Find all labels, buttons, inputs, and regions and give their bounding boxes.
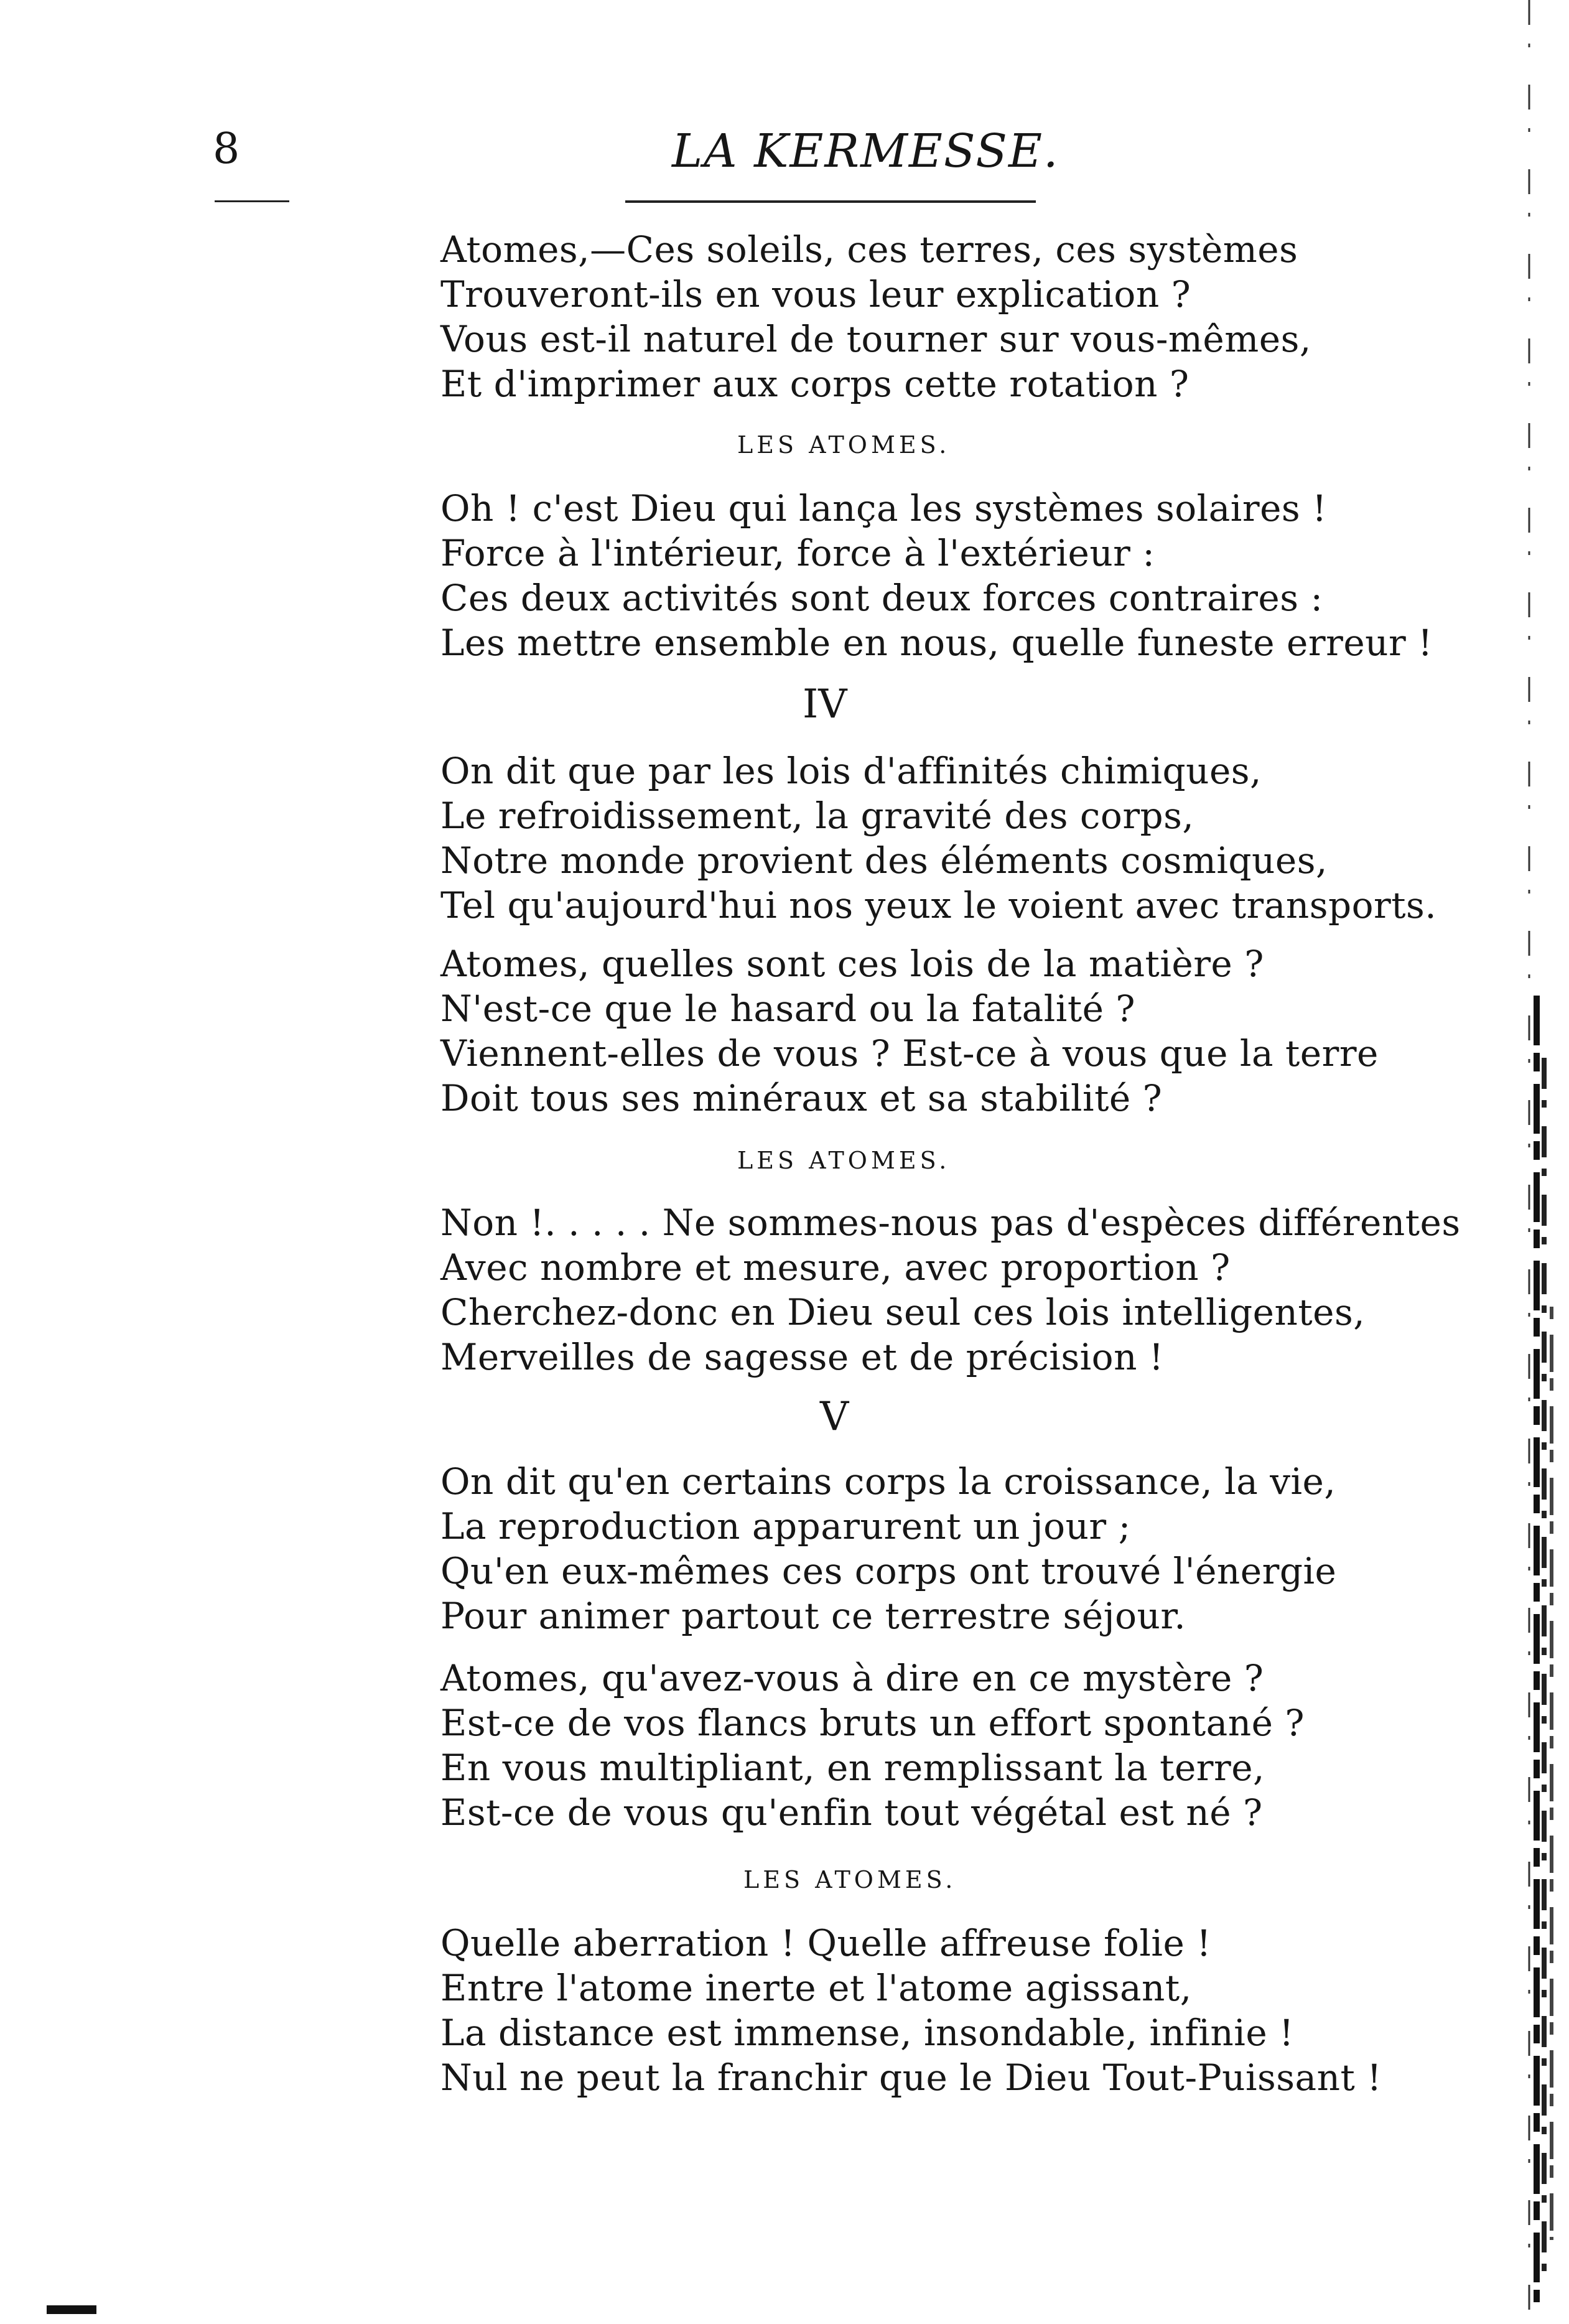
verse-line: Pour animer partout ce terrestre séjour. [440, 1595, 1186, 1637]
section-numeral-iv: IV [803, 681, 847, 727]
bottom-edge-mark [47, 2305, 96, 2314]
section-numeral-v: V [820, 1394, 849, 1440]
verse-line: Atomes, quelles sont ces lois de la matière ? [440, 943, 1264, 985]
verse-line: Vous est-il naturel de tourner sur vous-mêmes, [440, 318, 1311, 360]
page-number: 8 [213, 124, 240, 174]
verse-line: On dit qu'en certains corps la croissance, la vie, [440, 1460, 1336, 1503]
verse-line: Tel qu'aujourd'hui nos yeux le voient avec transports. [440, 884, 1437, 926]
verse-line: Ces deux activités sont deux forces contraires : [440, 577, 1323, 619]
speaker-label: LES ATOMES. [737, 1147, 951, 1174]
verse-line: En vous multipliant, en remplissant la terre, [440, 1747, 1265, 1789]
page-edge-scan-artifact [1523, 0, 1569, 2324]
verse-line: Est-ce de vos flancs bruts un effort spontané ? [440, 1702, 1305, 1744]
verse-line: Atomes,—Ces soleils, ces terres, ces systèmes [440, 228, 1298, 271]
verse-line: Trouveront-ils en vous leur explication ? [440, 273, 1191, 315]
verse-line: Oh ! c'est Dieu qui lança les systèmes solaires ! [440, 487, 1327, 530]
verse-line: La distance est immense, insondable, infinie ! [440, 2012, 1294, 2054]
title-rule [625, 200, 1036, 203]
verse-line: Doit tous ses minéraux et sa stabilité ? [440, 1077, 1163, 1119]
verse-line: Notre monde provient des éléments cosmiques, [440, 839, 1328, 882]
verse-line: Les mettre ensemble en nous, quelle funeste erreur ! [440, 622, 1433, 664]
verse-line: Force à l'intérieur, force à l'extérieur : [440, 532, 1155, 574]
verse-line: N'est-ce que le hasard ou la fatalité ? [440, 987, 1136, 1030]
speaker-label: LES ATOMES. [743, 1866, 957, 1893]
verse-line: Atomes, qu'avez-vous à dire en ce mystère ? [440, 1657, 1264, 1699]
verse-line: Nul ne peut la franchir que le Dieu Tout-Puissant ! [440, 2056, 1382, 2099]
verse-line: La reproduction apparurent un jour ; [440, 1505, 1131, 1547]
verse-line: Viennent-elles de vous ? Est-ce à vous que la terre [440, 1032, 1379, 1075]
verse-line: On dit que par les lois d'affinités chimiques, [440, 750, 1262, 792]
verse-line: Qu'en eux-mêmes ces corps ont trouvé l'énergie [440, 1550, 1337, 1592]
verse-line: Le refroidissement, la gravité des corps, [440, 795, 1194, 837]
running-title: LA KERMESSE. [672, 124, 1059, 178]
verse-line: Et d'imprimer aux corps cette rotation ? [440, 363, 1190, 405]
verse-line: Est-ce de vous qu'enfin tout végétal est né ? [440, 1791, 1263, 1834]
margin-rule [215, 200, 289, 202]
verse-line: Quelle aberration ! Quelle affreuse folie ! [440, 1922, 1212, 1964]
speaker-label: LES ATOMES. [737, 431, 951, 459]
verse-line: Non !. . . . . Ne sommes-nous pas d'espèces différentes [440, 1202, 1461, 1244]
verse-line: Cherchez-donc en Dieu seul ces lois intelligentes, [440, 1291, 1366, 1333]
verse-line: Avec nombre et mesure, avec proportion ? [440, 1246, 1231, 1289]
verse-line: Merveilles de sagesse et de précision ! [440, 1336, 1164, 1378]
verse-line: Entre l'atome inerte et l'atome agissant, [440, 1967, 1192, 2009]
